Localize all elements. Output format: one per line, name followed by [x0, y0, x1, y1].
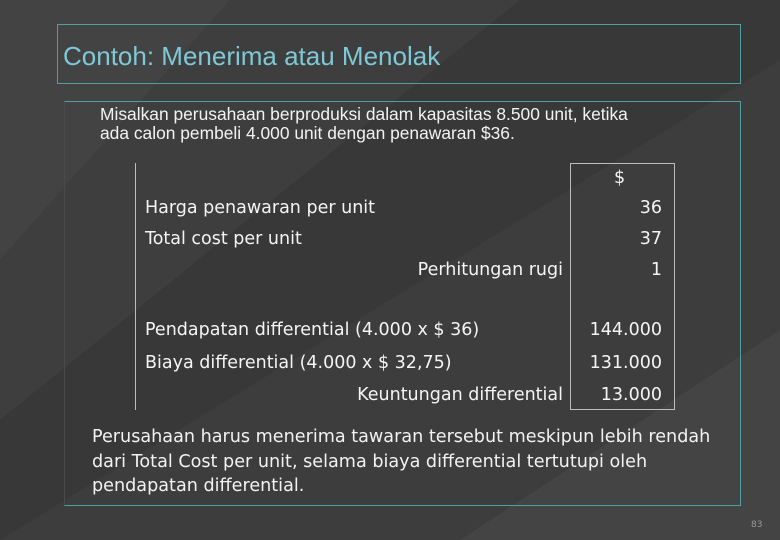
conclusion-paragraph [92, 425, 752, 499]
row-label-total-cost: Total cost per unit [145, 229, 302, 249]
intro-paragraph [100, 105, 740, 143]
conclusion-line: pendapatan differential. [92, 476, 305, 496]
row-value-offer-price: 36 [639, 198, 662, 218]
conclusion-line: Perusahaan harus menerima tawaran tersebut meskipun lebih rendah [92, 427, 711, 447]
row-value-differential-profit: 13.000 [600, 385, 662, 405]
conclusion-line: dari Total Cost per unit, selama biaya differential tertutupi oleh [92, 451, 648, 472]
slide-number: 83 [751, 520, 763, 530]
row-label-offer-price: Harga penawaran per unit [145, 198, 376, 218]
row-value-differential-revenue: 144.000 [589, 320, 662, 340]
title-frame [57, 24, 741, 84]
row-label-differential-cost: Biaya differential (4.000 x $ 32,75) [145, 353, 452, 373]
slide-title: Contoh: Menerima atau Menolak [63, 41, 441, 71]
row-label-differential-revenue: Pendapatan differential (4.000 x $ 36) [145, 320, 480, 340]
row-label-differential-profit: Keuntungan differential [357, 385, 563, 405]
currency-header: $ [614, 168, 626, 188]
row-value-loss: 1 [650, 260, 662, 280]
row-value-differential-cost: 131.000 [589, 353, 662, 373]
intro-line: Misalkan perusahaan berproduksi dalam kapasitas 8.500 unit, ketika [100, 104, 628, 124]
row-value-total-cost: 37 [639, 229, 662, 249]
row-label-loss: Perhitungan rugi [417, 260, 563, 280]
intro-line: ada calon pembeli 4.000 unit dengan penawaran $36. [100, 123, 515, 143]
